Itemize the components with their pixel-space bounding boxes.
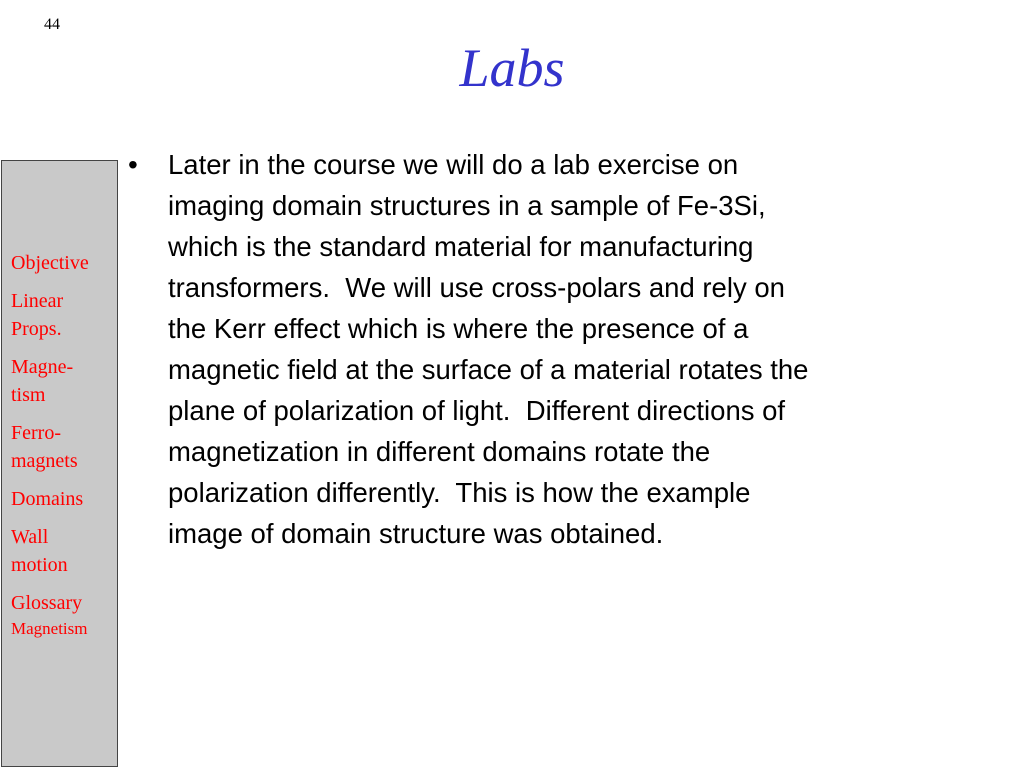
nav-link-label: Ferro-	[11, 422, 61, 444]
nav-link-label: tism	[11, 384, 46, 406]
bullet-paragraph	[168, 144, 808, 554]
paragraph-line: polarization differently. This is how the example	[168, 477, 751, 508]
sidebar-nav-panel	[1, 160, 118, 767]
nav-link-label: motion	[11, 554, 68, 576]
bullet-item	[128, 144, 978, 554]
nav-link-domains[interactable]	[11, 485, 89, 513]
paragraph-line: imaging domain structures in a sample of Fe-3Si,	[168, 190, 766, 221]
paragraph-line: which is the standard material for manufacturing	[168, 231, 754, 262]
nav-link-label: Magne-	[11, 356, 74, 378]
nav-link-label: Objective	[11, 252, 89, 274]
nav-link-label: Domains	[11, 488, 84, 510]
nav-link-label: Linear	[11, 290, 64, 312]
nav-link-label: magnets	[11, 450, 78, 472]
nav-link-label: Magnetism	[11, 619, 88, 638]
paragraph-line: transformers. We will use cross-polars and rely on	[168, 272, 785, 303]
bullet-marker: •	[128, 149, 138, 180]
slide-title: Labs	[459, 38, 565, 98]
nav-link-ferromagnets[interactable]	[11, 419, 89, 475]
nav-link-wall-motion[interactable]	[11, 523, 89, 579]
sidebar-nav	[11, 249, 89, 651]
nav-link-label: Wall	[11, 526, 49, 548]
nav-link-magnetism[interactable]	[11, 353, 89, 409]
nav-link-linear-props[interactable]	[11, 287, 89, 343]
paragraph-line: image of domain structure was obtained.	[168, 518, 664, 549]
slide-number: 44	[44, 16, 60, 33]
nav-link-objective[interactable]	[11, 249, 89, 277]
nav-link-label: Glossary	[11, 592, 83, 614]
nav-link-glossary-magnetism[interactable]	[11, 589, 89, 641]
paragraph-line: the Kerr effect which is where the presence of a	[168, 313, 749, 344]
paragraph-line: plane of polarization of light. Different directions of	[168, 395, 786, 426]
paragraph-line: Later in the course we will do a lab exercise on	[168, 149, 739, 180]
slide-body	[128, 144, 978, 554]
nav-link-label: Props.	[11, 318, 62, 340]
paragraph-line: magnetic field at the surface of a material rotates the	[168, 354, 809, 385]
paragraph-line: magnetization in different domains rotate the	[168, 436, 711, 467]
